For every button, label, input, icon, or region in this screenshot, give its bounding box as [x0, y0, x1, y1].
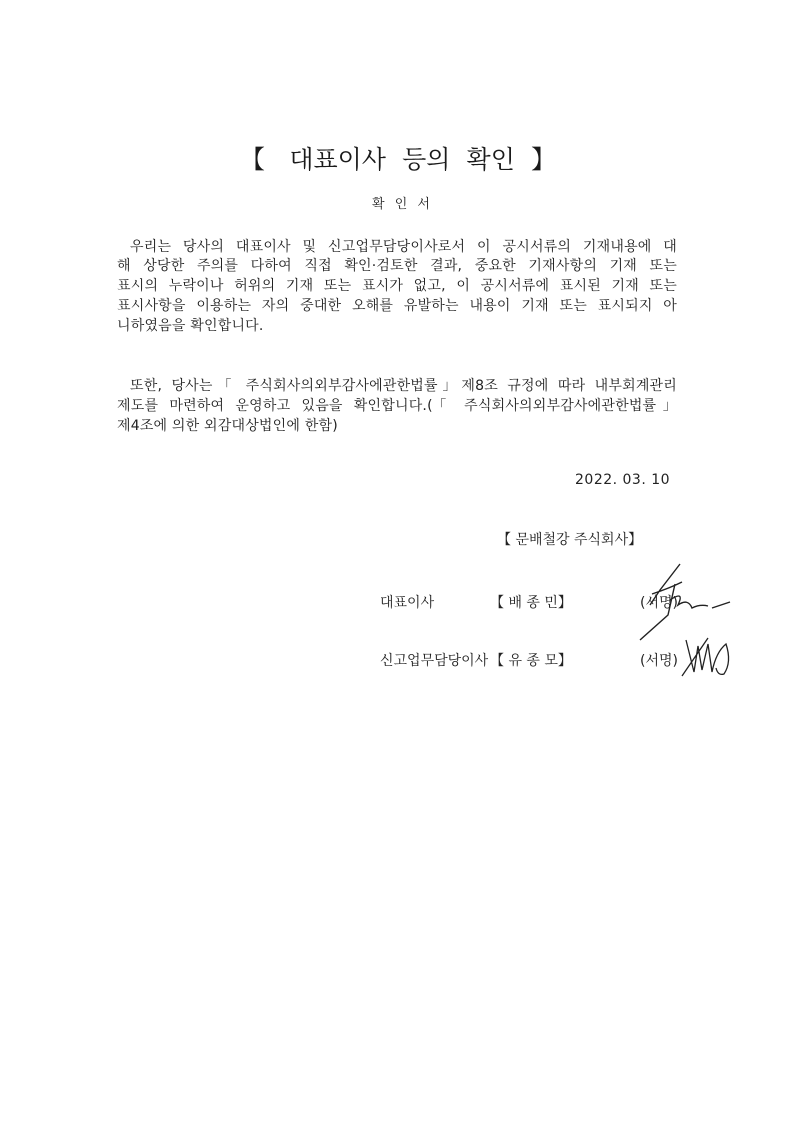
signer-name: 【 유 종 모】 — [490, 653, 572, 669]
paragraph-line: 표시의 누락이나 허위의 기재 또는 표시가 없고, 이 공시서류에 표시된 기재 또는 — [117, 278, 677, 294]
document-subtitle: 확 인 서 — [372, 197, 433, 212]
paragraph-line: 니하였음을 확인합니다. — [117, 318, 264, 334]
sign-label: (서명) — [640, 653, 678, 669]
document-title: 【 대표이사 등의 확인 】 — [240, 145, 556, 174]
sign-label: (서명) — [640, 595, 678, 611]
paragraph-line: 우리는 당사의 대표이사 및 신고업무담당이사로서 이 공시서류의 기재내용에 대 — [130, 239, 677, 255]
signer-role: 신고업무담당이사 — [380, 653, 489, 669]
paragraph-line: 제도를 마련하여 운영하고 있음을 확인합니다.(「 주식회사의외부감사에관한법률」 — [117, 398, 677, 414]
signature-officer — [678, 632, 738, 682]
signer-name: 【 배 종 민】 — [490, 595, 572, 611]
company-name: 【 문배철강 주식회사】 — [497, 532, 643, 548]
paragraph-line: 또한, 당사는「 주식회사의외부감사에관한법률」제8조 규정에 따라 내부회계관리 — [130, 378, 677, 394]
paragraph-line: 표시사항을 이용하는 자의 중대한 오해를 유발하는 내용이 기재 또는 표시되지 아 — [117, 298, 677, 314]
signer-role: 대표이사 — [380, 595, 435, 611]
paragraph-line: 제4조에 의한 외감대상법인에 한함) — [117, 418, 338, 434]
document-date: 2022. 03. 10 — [575, 472, 671, 488]
paragraph-line: 해 상당한 주의를 다하여 직접 확인·검토한 결과, 중요한 기재사항의 기재 또는 — [117, 258, 677, 274]
